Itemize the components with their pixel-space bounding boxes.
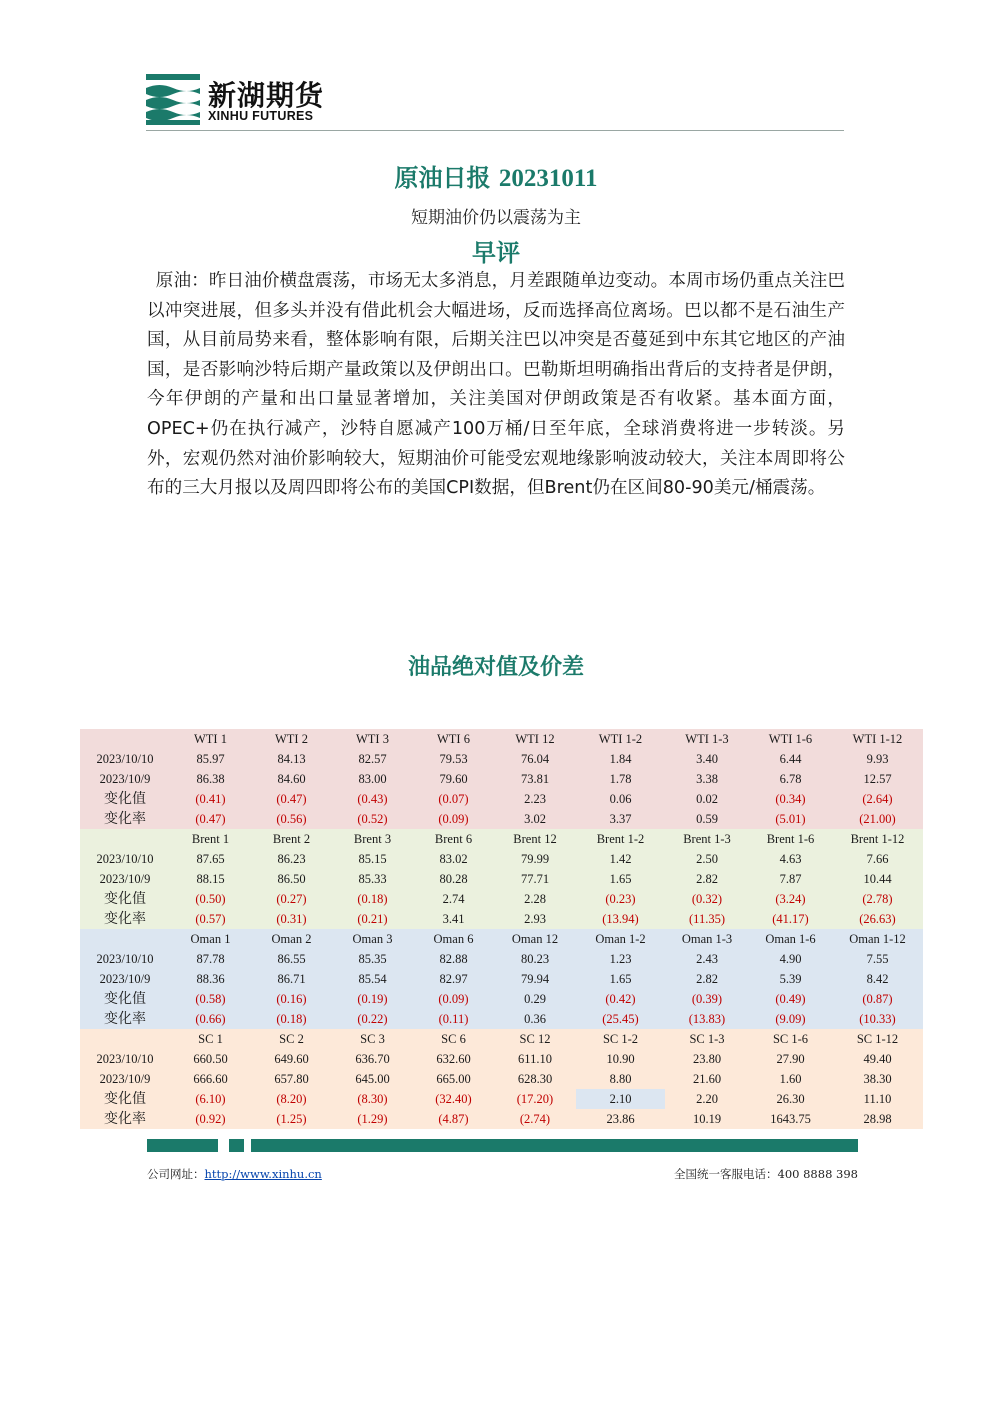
table-cell: (0.56)	[251, 809, 332, 829]
table-cell: 1.23	[576, 949, 665, 969]
table-cell: (0.22)	[332, 1009, 413, 1029]
table-header-cell: WTI 6	[413, 729, 494, 749]
table-cell: 79.94	[494, 969, 576, 989]
table-header-cell: WTI 2	[251, 729, 332, 749]
table-row	[80, 749, 923, 769]
table-cell: 26.30	[749, 1089, 832, 1109]
table-header-cell: WTI 1-3	[665, 729, 749, 749]
table-cell: (0.43)	[332, 789, 413, 809]
table-header-cell	[80, 1029, 170, 1049]
table-cell: 3.02	[494, 809, 576, 829]
table-row-label: 2023/10/10	[80, 949, 170, 969]
table-cell: 10.19	[665, 1109, 749, 1129]
table-cell: (25.45)	[576, 1009, 665, 1029]
table-cell: (0.66)	[170, 1009, 251, 1029]
table-cell: 5.39	[749, 969, 832, 989]
table-header-cell: Oman 12	[494, 929, 576, 949]
table-row-label: 变化率	[80, 1009, 170, 1029]
table-cell: 23.86	[576, 1109, 665, 1129]
table-cell: 636.70	[332, 1049, 413, 1069]
table-cell: (13.83)	[665, 1009, 749, 1029]
table-cell: 83.00	[332, 769, 413, 789]
footer-bar-right	[251, 1139, 858, 1152]
table-cell: 80.23	[494, 949, 576, 969]
table-header-cell: SC 2	[251, 1029, 332, 1049]
table-cell: (5.01)	[749, 809, 832, 829]
table-cell: (0.18)	[251, 1009, 332, 1029]
table-header-cell: Oman 1	[170, 929, 251, 949]
table-row-label: 变化率	[80, 809, 170, 829]
table-cell: 628.30	[494, 1069, 576, 1089]
table-cell: 2.20	[665, 1089, 749, 1109]
table-cell: 8.42	[832, 969, 923, 989]
table-cell: 86.50	[251, 869, 332, 889]
table-header-row	[80, 729, 923, 749]
table-header-row	[80, 829, 923, 849]
table-cell: (8.30)	[332, 1089, 413, 1109]
table-header-cell: Brent 3	[332, 829, 413, 849]
table-cell: 1.65	[576, 969, 665, 989]
table-cell: 0.59	[665, 809, 749, 829]
table-cell: (0.21)	[332, 909, 413, 929]
table-cell: 7.66	[832, 849, 923, 869]
table-header-cell: SC 1-3	[665, 1029, 749, 1049]
table-cell: (0.42)	[576, 989, 665, 1009]
section-heading-morning: 早评	[472, 239, 520, 267]
table-cell: 23.80	[665, 1049, 749, 1069]
table-cell: 85.54	[332, 969, 413, 989]
table-header-cell: Brent 1	[170, 829, 251, 849]
table-cell: (0.16)	[251, 989, 332, 1009]
table-row-label: 2023/10/9	[80, 869, 170, 889]
table-cell: (0.87)	[832, 989, 923, 1009]
table-header-cell: Oman 1-6	[749, 929, 832, 949]
table-header-cell: WTI 12	[494, 729, 576, 749]
xinhu-logo-icon	[146, 72, 200, 126]
table-cell: 3.37	[576, 809, 665, 829]
table-cell: (1.29)	[332, 1109, 413, 1129]
table-cell: (0.18)	[332, 889, 413, 909]
table-header-cell: Oman 2	[251, 929, 332, 949]
table-cell: 10.90	[576, 1049, 665, 1069]
table-cell: (0.57)	[170, 909, 251, 929]
footer-website	[147, 1166, 322, 1182]
table-row	[80, 989, 923, 1009]
table-header-cell	[80, 729, 170, 749]
table-cell: (17.20)	[494, 1089, 576, 1109]
table-cell: 4.63	[749, 849, 832, 869]
table-row	[80, 869, 923, 889]
table-row-label: 变化值	[80, 989, 170, 1009]
table-cell: 88.36	[170, 969, 251, 989]
table-row-label: 2023/10/9	[80, 969, 170, 989]
report-subtitle: 短期油价仍以震荡为主	[411, 208, 581, 228]
table-row	[80, 909, 923, 929]
table-cell: 7.55	[832, 949, 923, 969]
table-cell: 9.93	[832, 749, 923, 769]
table-cell: 79.53	[413, 749, 494, 769]
table-header-cell: SC 1-6	[749, 1029, 832, 1049]
table-header-cell: Oman 1-3	[665, 929, 749, 949]
table-cell: 3.41	[413, 909, 494, 929]
table-cell: 12.57	[832, 769, 923, 789]
table-cell: (11.35)	[665, 909, 749, 929]
table-row-label: 变化值	[80, 789, 170, 809]
table-cell: (2.74)	[494, 1109, 576, 1129]
table-cell: 82.57	[332, 749, 413, 769]
table-cell: (8.20)	[251, 1089, 332, 1109]
table-cell: 87.65	[170, 849, 251, 869]
morning-commentary: 原油：昨日油价横盘震荡，市场无太多消息，月差跟随单边变动。本周市场仍重点关注巴以冲突进展，但多头并没有借此机会大幅进场，反而选择高位离场。巴以都不是石油生产国，从目前局势来看，整体影响有限，后期关注巴以冲突是否蔓延到中东其它地区的产油国，是否影响沙特后期产量政策以及伊朗出口。巴勒斯坦明确指出背后的支持者是伊朗，今年伊朗的产量和出口量显著增加，关注美国对伊朗政策是否有收紧。基本面方面，OPEC+仍在执行减产，沙特自愿减产100万桶/日至年底，全球消费将进一步转淡。另外，宏观仍然对油价影响较大，短期油价可能受宏观地缘影响波动较大，关注本周即将公布的三大月报以及周四即将公布的美国CPI数据，但Brent仍在区间80-90美元/桶震荡。	[147, 271, 845, 499]
website-link[interactable]: http://www.xinhu.cn	[204, 1167, 322, 1181]
table-header-cell: WTI 1-12	[832, 729, 923, 749]
table-header-cell: Brent 1-2	[576, 829, 665, 849]
table-header-cell: SC 12	[494, 1029, 576, 1049]
table-header-cell: WTI 1	[170, 729, 251, 749]
table-row-label: 2023/10/10	[80, 849, 170, 869]
table-header-cell: SC 1-2	[576, 1029, 665, 1049]
table-cell: 7.87	[749, 869, 832, 889]
table-row	[80, 949, 923, 969]
table-cell: (0.39)	[665, 989, 749, 1009]
table-cell: 657.80	[251, 1069, 332, 1089]
table-cell: (0.32)	[665, 889, 749, 909]
table-cell: 79.99	[494, 849, 576, 869]
table-cell: (0.41)	[170, 789, 251, 809]
table-row	[80, 1089, 923, 1109]
header-divider	[146, 130, 844, 131]
table-cell: 49.40	[832, 1049, 923, 1069]
table-cell: 632.60	[413, 1049, 494, 1069]
table-cell: (0.50)	[170, 889, 251, 909]
table-header-cell: SC 1	[170, 1029, 251, 1049]
table-cell: 84.13	[251, 749, 332, 769]
table-cell: 2.50	[665, 849, 749, 869]
report-title	[0, 158, 992, 193]
table-cell: 82.88	[413, 949, 494, 969]
table-header-cell: WTI 3	[332, 729, 413, 749]
table-header-cell: WTI 1-2	[576, 729, 665, 749]
page-header	[146, 72, 846, 132]
brand-name-cn: 新湖期货	[208, 79, 325, 112]
table-cell: 86.55	[251, 949, 332, 969]
table-cell: (0.47)	[251, 789, 332, 809]
table-cell: 2.74	[413, 889, 494, 909]
table-cell: 79.60	[413, 769, 494, 789]
table-cell: 85.33	[332, 869, 413, 889]
table-cell: (32.40)	[413, 1089, 494, 1109]
table-cell: (0.49)	[749, 989, 832, 1009]
footer-bar-mid	[229, 1139, 244, 1152]
table-cell: 611.10	[494, 1049, 576, 1069]
table-cell: 2.82	[665, 869, 749, 889]
table-cell: 1.42	[576, 849, 665, 869]
table-cell: (9.09)	[749, 1009, 832, 1029]
table-cell: 83.02	[413, 849, 494, 869]
table-cell: (0.23)	[576, 889, 665, 909]
table-cell: 2.23	[494, 789, 576, 809]
table-header-row	[80, 1029, 923, 1049]
table-cell: 86.23	[251, 849, 332, 869]
table-header-cell	[80, 929, 170, 949]
table-cell: (4.87)	[413, 1109, 494, 1129]
table-cell: (0.52)	[332, 809, 413, 829]
table-cell: 4.90	[749, 949, 832, 969]
table-header-cell: Brent 1-6	[749, 829, 832, 849]
table-header-cell: Oman 1-2	[576, 929, 665, 949]
table-row	[80, 1109, 923, 1129]
table-cell: 85.35	[332, 949, 413, 969]
report-title-text: 原油日报	[394, 164, 491, 192]
table-row	[80, 889, 923, 909]
table-row	[80, 1049, 923, 1069]
table-cell: 3.40	[665, 749, 749, 769]
table-row-label: 变化率	[80, 1109, 170, 1129]
table-header-cell: WTI 1-6	[749, 729, 832, 749]
footer-bar-left	[147, 1139, 218, 1152]
table-cell: 2.82	[665, 969, 749, 989]
table-cell: 87.78	[170, 949, 251, 969]
table-cell: 11.10	[832, 1089, 923, 1109]
table-header-cell: Brent 2	[251, 829, 332, 849]
table-cell: 38.30	[832, 1069, 923, 1089]
table-cell: 10.44	[832, 869, 923, 889]
table-cell: (41.17)	[749, 909, 832, 929]
table-cell: 27.90	[749, 1049, 832, 1069]
report-title-date: 20231011	[498, 165, 598, 192]
footer-hotline: 全国统一客服电话：400 8888 398	[674, 1167, 858, 1181]
table-cell: 84.60	[251, 769, 332, 789]
table-cell: 85.15	[332, 849, 413, 869]
table-cell: (0.11)	[413, 1009, 494, 1029]
table-cell: 0.02	[665, 789, 749, 809]
table-cell: 77.71	[494, 869, 576, 889]
footer-website-label: 公司网址：	[147, 1167, 205, 1181]
table-cell: (13.94)	[576, 909, 665, 929]
table-cell: 86.38	[170, 769, 251, 789]
table-cell: 73.81	[494, 769, 576, 789]
table-row-label: 2023/10/10	[80, 749, 170, 769]
table-row-label: 2023/10/9	[80, 769, 170, 789]
table-cell: 660.50	[170, 1049, 251, 1069]
table-row	[80, 1009, 923, 1029]
table-cell: 86.71	[251, 969, 332, 989]
section-heading-table: 油品绝对值及价差	[407, 655, 584, 680]
table-cell: 645.00	[332, 1069, 413, 1089]
table-header-cell: Oman 6	[413, 929, 494, 949]
table-cell: (0.34)	[749, 789, 832, 809]
table-cell: 665.00	[413, 1069, 494, 1089]
table-cell: 8.80	[576, 1069, 665, 1089]
table-header-cell: Brent 12	[494, 829, 576, 849]
table-cell: 85.97	[170, 749, 251, 769]
table-row-label: 变化值	[80, 1089, 170, 1109]
table-row-label: 2023/10/10	[80, 1049, 170, 1069]
table-cell: 1.78	[576, 769, 665, 789]
table-cell: 0.36	[494, 1009, 576, 1029]
table-header-row	[80, 929, 923, 949]
table-header-cell: Brent 6	[413, 829, 494, 849]
table-row	[80, 769, 923, 789]
table-cell: (21.00)	[832, 809, 923, 829]
price-spread-table	[80, 729, 923, 1129]
table-cell: (0.07)	[413, 789, 494, 809]
table-cell: 666.60	[170, 1069, 251, 1089]
table-row-label: 变化值	[80, 889, 170, 909]
table-row-label: 变化率	[80, 909, 170, 929]
table-cell: 2.28	[494, 889, 576, 909]
table-row	[80, 809, 923, 829]
table-cell: (0.47)	[170, 809, 251, 829]
table-cell: 0.29	[494, 989, 576, 1009]
table-cell: 649.60	[251, 1049, 332, 1069]
table-row	[80, 849, 923, 869]
table-cell: 6.44	[749, 749, 832, 769]
table-cell: (2.64)	[832, 789, 923, 809]
table-cell: (2.78)	[832, 889, 923, 909]
table-cell: 80.28	[413, 869, 494, 889]
table-row	[80, 969, 923, 989]
table-cell: (0.58)	[170, 989, 251, 1009]
table-header-cell	[80, 829, 170, 849]
table-row	[80, 1069, 923, 1089]
table-cell: (1.25)	[251, 1109, 332, 1129]
table-cell: 1.65	[576, 869, 665, 889]
table-cell: 3.38	[665, 769, 749, 789]
table-cell: (0.27)	[251, 889, 332, 909]
table-cell: (26.63)	[832, 909, 923, 929]
table-cell: 21.60	[665, 1069, 749, 1089]
table-cell: 1643.75	[749, 1109, 832, 1129]
table-cell: 2.10	[576, 1089, 665, 1109]
table-cell: (0.09)	[413, 989, 494, 1009]
table-cell: 76.04	[494, 749, 576, 769]
table-header-cell: Brent 1-12	[832, 829, 923, 849]
table-cell: (0.09)	[413, 809, 494, 829]
table-cell: (6.10)	[170, 1089, 251, 1109]
table-header-cell: Brent 1-3	[665, 829, 749, 849]
table-cell: 28.98	[832, 1109, 923, 1129]
table-cell: (0.19)	[332, 989, 413, 1009]
table-header-cell: SC 1-12	[832, 1029, 923, 1049]
table-header-cell: Oman 3	[332, 929, 413, 949]
table-cell: 0.06	[576, 789, 665, 809]
table-cell: 6.78	[749, 769, 832, 789]
brand-name-en: XINHU FUTURES	[208, 109, 314, 123]
table-cell: 88.15	[170, 869, 251, 889]
table-cell: 2.43	[665, 949, 749, 969]
table-header-cell: SC 6	[413, 1029, 494, 1049]
table-cell: (3.24)	[749, 889, 832, 909]
table-cell: 2.93	[494, 909, 576, 929]
table-row-label: 2023/10/9	[80, 1069, 170, 1089]
table-cell: (0.92)	[170, 1109, 251, 1129]
table-header-cell: Oman 1-12	[832, 929, 923, 949]
table-cell: 82.97	[413, 969, 494, 989]
table-cell: (0.31)	[251, 909, 332, 929]
table-cell: 1.60	[749, 1069, 832, 1089]
table-row	[80, 789, 923, 809]
table-cell: 1.84	[576, 749, 665, 769]
table-header-cell: SC 3	[332, 1029, 413, 1049]
table-cell: (10.33)	[832, 1009, 923, 1029]
